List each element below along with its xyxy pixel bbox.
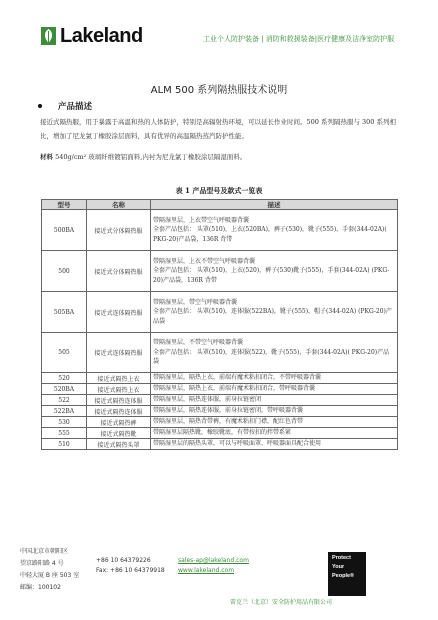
- cell-model: 500: [42, 251, 87, 292]
- cell-description: 带隔湿里层，隔热上衣，前端有魔术粘扣闭合，带呼吸器背囊: [151, 384, 398, 395]
- table-row: [42, 333, 398, 373]
- material-text: 540g/cm² 玻璃纤维镀铝面料,内衬为尼龙氯丁橡胶涂层隔湿面料。: [55, 153, 247, 161]
- table-row: [42, 395, 398, 406]
- table-row: [42, 417, 398, 428]
- description-paragraph: 接近式隔热服，用于暴露于高温和热的人体防护，特别是高辐射热环境，可以延长作业时间。500 系列隔热服与 300 系列相比，增加了尼龙氯丁橡胶涂层面料，具有优异的高温隔热蒸汽防护性能。: [40, 118, 397, 140]
- section-heading: [38, 100, 92, 112]
- header-model: 型号: [42, 200, 87, 210]
- header-desc: 描述: [151, 200, 398, 210]
- cell-model: 505BA: [42, 292, 87, 333]
- fax-number: Fax: +86 10 64379918: [96, 567, 165, 574]
- cell-description: 带隔湿里层隔热靴，橡胶靴底，有带按扣的拌带系紧: [151, 428, 398, 439]
- table-row: [42, 384, 398, 395]
- page-header: [0, 0, 438, 55]
- badge-line: Your: [332, 564, 345, 570]
- cell-name: 接近式分体隔热服: [87, 251, 151, 292]
- cell-description: 带隔湿里层，隔热背带裤，有魔术粘扣门襟，配红色背带: [151, 417, 398, 428]
- company-name: 雷克兰（北京）安全防护用品有限公司: [230, 599, 333, 606]
- cell-name: 接近式连体隔热服: [87, 292, 151, 333]
- cell-name: 接近式连体隔热服: [87, 333, 151, 373]
- cell-description: 带隔湿里层，隔热连体服，前身拉链密闭: [151, 395, 398, 406]
- cell-description: 带隔湿里层，隔热上衣，前端有魔术粘扣闭合，不带呼吸器背囊: [151, 373, 398, 384]
- address-line: 中国北京市朝阳区: [20, 548, 69, 555]
- table-row: [42, 373, 398, 384]
- table-row: [42, 406, 398, 417]
- table-row: [42, 251, 398, 292]
- cell-description: 带隔湿里层的隔热头罩，可以与呼吸面罩、呼吸器面具配合使用: [151, 439, 398, 450]
- product-table: [41, 199, 398, 450]
- footer-address: [20, 546, 79, 594]
- cell-model: 500BA: [42, 210, 87, 251]
- cell-description: 带隔湿里层，带空气呼吸器背囊 全套产品包括： 头罩(510)，连体服(522BA)，靴子(555)，帽子(344-02A) (PKG-20)产品袋: [151, 292, 398, 333]
- cell-model: 522BA: [42, 406, 87, 417]
- table-row: [42, 428, 398, 439]
- brand-name: Lakeland: [60, 25, 143, 47]
- cell-model: 555: [42, 428, 87, 439]
- cell-model: 510: [42, 439, 87, 450]
- cell-description: 带隔湿里层，不带空气呼吸器背囊 全套产品包括： 头罩(510)，连体服(522)，靴子(555)，手套(344-02A)( PKG-20)产品袋: [151, 333, 398, 373]
- table-row: [42, 210, 398, 251]
- table-row: [42, 439, 398, 450]
- cell-name: 接近式隔热靴: [87, 428, 151, 439]
- page-footer: [0, 540, 438, 620]
- table-caption: 表 1 产品型号及款式一览表: [175, 186, 263, 195]
- postal-code: 邮编：100102: [20, 584, 61, 591]
- phone-number: +86 10 64379226: [96, 557, 151, 564]
- material-label: 材料: [40, 153, 53, 161]
- cell-model: 520: [42, 373, 87, 384]
- cell-name: 接近式隔热连体服: [87, 406, 151, 417]
- table-row: [42, 292, 398, 333]
- cell-name: 接近式隔热裤: [87, 417, 151, 428]
- address-line: 中轻大厦 B 座 503 室: [20, 572, 80, 579]
- cell-name: 接近式隔热头罩: [87, 439, 151, 450]
- cell-model: 522: [42, 395, 87, 406]
- cell-name: 接近式隔热上衣: [87, 384, 151, 395]
- email-link[interactable]: sales-ap@lakeland.com: [178, 557, 249, 564]
- protect-your-people-badge: [328, 552, 366, 596]
- material-paragraph: [40, 150, 402, 164]
- website-link[interactable]: www.lakeland.com: [178, 567, 235, 574]
- table-header-row: [42, 200, 398, 210]
- cell-name: 接近式分体隔热服: [87, 210, 151, 251]
- document-title: ALM 500 系列隔热服技术说明: [150, 85, 288, 96]
- lakeland-leaf-icon: [40, 26, 57, 46]
- cell-name: 接近式隔热连体服: [87, 395, 151, 406]
- cell-model: 505: [42, 333, 87, 373]
- footer-contact: [96, 556, 165, 576]
- cell-description: 带隔湿里层，上衣不带空气呼吸器背囊 全套产品包括： 头罩(510)，上衣(520)，裤子(530)靴子(555)，手套(344-02A) (PKG-20)产品袋，136R 背带: [151, 251, 398, 292]
- footer-links: [178, 556, 249, 576]
- cell-name: 接近式隔热上衣: [87, 373, 151, 384]
- section-heading-text: 产品描述: [58, 102, 93, 112]
- bullet-icon: [38, 104, 42, 108]
- cell-description: 带隔湿里层，上衣带空气呼吸器背囊 全套产品包括： 头罩(510)，上衣(520BA)，裤子(530)，靴子(555)，手套(344-02A)( PKG-20)产品袋，136R 背带: [151, 210, 398, 251]
- address-line: 望京路阳路 4 号: [20, 560, 64, 567]
- header-tagline: 工业个人防护装备 | 消防和救援装备|医疗健康及洁净室防护服: [203, 35, 395, 43]
- cell-model: 530: [42, 417, 87, 428]
- badge-line: Protect: [332, 555, 351, 561]
- cell-description: 带隔湿里层，隔热连体服，前身拉链密闭，带呼吸器背囊: [151, 406, 398, 417]
- lakeland-logo: [40, 26, 143, 46]
- header-name: 名称: [87, 200, 151, 210]
- cell-model: 520BA: [42, 384, 87, 395]
- badge-line: People®: [332, 573, 355, 579]
